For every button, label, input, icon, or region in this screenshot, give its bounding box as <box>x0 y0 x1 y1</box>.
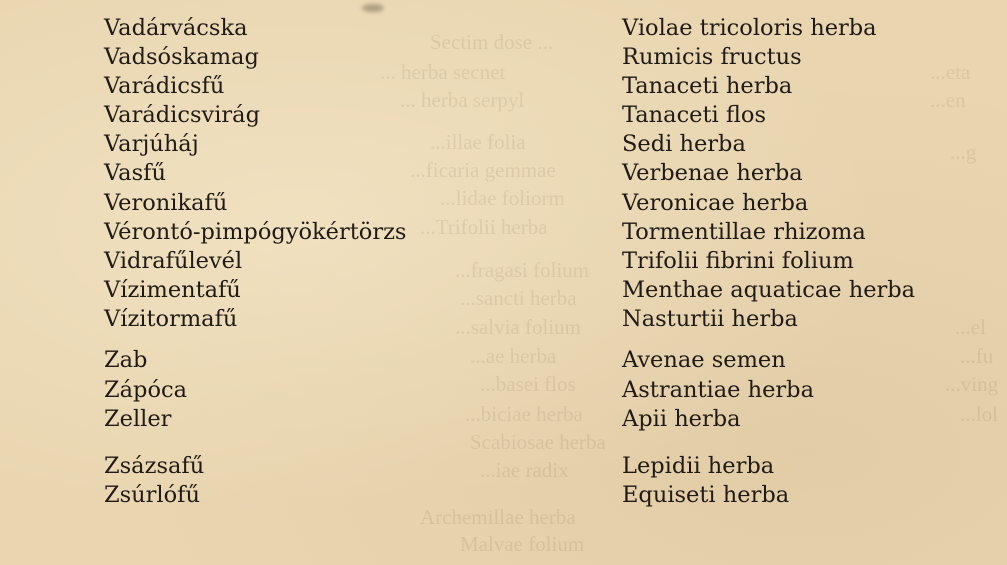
latin-name: Menthae aquaticae herba <box>622 277 916 303</box>
hungarian-name: Vadárvácska <box>104 15 248 41</box>
latin-name: Astrantiae herba <box>622 377 814 403</box>
hungarian-name: Vadsóskamag <box>104 44 259 70</box>
hungarian-name: Zeller <box>104 406 172 432</box>
latin-name: Avenae semen <box>622 347 786 373</box>
hungarian-name: Zab <box>104 347 148 373</box>
list-item <box>0 452 1007 481</box>
latin-name: Tanaceti flos <box>622 102 766 128</box>
latin-name: Tanaceti herba <box>622 73 793 99</box>
list-item <box>0 481 1007 510</box>
latin-name: Trifolii fibrini folium <box>622 248 854 274</box>
list-item <box>0 218 1007 247</box>
list-item <box>0 276 1007 305</box>
list-item <box>0 189 1007 218</box>
list-item <box>0 14 1007 43</box>
list-item <box>0 101 1007 130</box>
list-item <box>0 130 1007 159</box>
list-item <box>0 159 1007 188</box>
latin-name: Apii herba <box>622 406 741 432</box>
latin-name: Nasturtii herba <box>622 306 798 332</box>
list-item <box>0 405 1007 434</box>
list-item <box>0 305 1007 334</box>
list-item <box>0 376 1007 405</box>
latin-name: Tormentillae rhizoma <box>622 219 866 245</box>
hungarian-name: Varádicsvirág <box>104 102 260 128</box>
bleed-through-background: Sectim dose ... ... herba secnet ... herba serpyl ...illae folia ...ficaria gemmae ...lidae foliorm ...Trifolii herba ...fragasi folium ...sancti herba ...salvia folium ...ae herba ...basei flos ...biciae herba Scabiosae herba ...iae radix Archemillae herba Malvae folium ...eta ...en ...g ...el ...fu ...ving ...lol <box>380 30 999 556</box>
hungarian-name: Zsúrlófű <box>104 482 200 508</box>
hungarian-name: Vízitormafű <box>104 306 238 332</box>
hungarian-name: Vidrafűlevél <box>104 248 243 274</box>
hungarian-name: Veronikafű <box>104 190 228 216</box>
list-item <box>0 346 1007 375</box>
latin-name: Sedi herba <box>622 131 746 157</box>
hungarian-name: Varjúháj <box>104 131 199 157</box>
latin-name: Violae tricoloris herba <box>622 15 877 41</box>
latin-name: Veronicae herba <box>622 190 809 216</box>
hungarian-name: Vérontó-pimpógyökértörzs <box>104 219 407 245</box>
hungarian-name: Zápóca <box>104 377 188 403</box>
hungarian-name: Varádicsfű <box>104 73 225 99</box>
hungarian-name: Vasfű <box>104 160 166 186</box>
latin-name: Verbenae herba <box>622 160 803 186</box>
hungarian-name: Zsázsafű <box>104 453 205 479</box>
list-item <box>0 43 1007 72</box>
list-item <box>0 72 1007 101</box>
latin-name: Equiseti herba <box>622 482 790 508</box>
latin-name: Lepidii herba <box>622 453 775 479</box>
list-item <box>0 247 1007 276</box>
latin-name: Rumicis fructus <box>622 44 802 70</box>
hungarian-name: Vízimentafű <box>104 277 241 303</box>
